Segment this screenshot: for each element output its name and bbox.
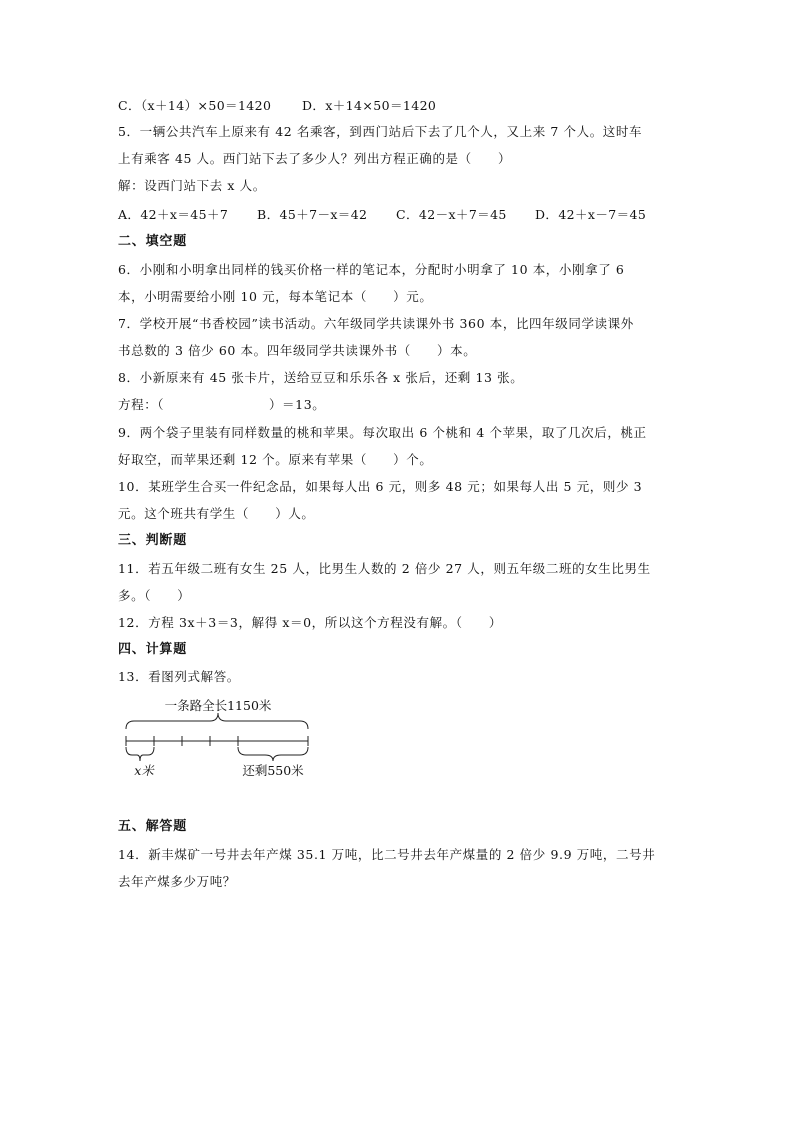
total-length-label: 一条路全长1150米: [164, 698, 272, 713]
q8-text-line1: 8．小新原来有 45 张卡片，送给豆豆和乐乐各 x 张后，还剩 13 张。: [118, 370, 524, 385]
q10-text-line1: 10．某班学生合买一件纪念品，如果每人出 6 元，则多 48 元；如果每人出 5 元，则少 3: [118, 479, 643, 494]
q5-option-a: A．42＋x＝45＋7: [118, 207, 229, 222]
q6-text-line1: 6．小刚和小明拿出同样的钱买价格一样的笔记本，分配时小明拿了 10 本，小刚拿了 6: [118, 262, 625, 277]
section-heading-fill-in: 二、填空题: [118, 234, 188, 249]
section-heading-calculation: 四、计算题: [118, 642, 188, 657]
q5-text-line2: 上有乘客 45 人。西门站下去了多少人？列出方程正确的是（ ）: [118, 151, 512, 166]
q9-text-line2: 好取空，而苹果还剩 12 个。原来有苹果（ ）个。: [118, 452, 433, 467]
q5-option-d: D．42＋x－7＝45: [535, 207, 647, 222]
q7-text-line1: 7．学校开展“书香校园”读书活动。六年级同学共读课外书 360 本，比四年级同学读课外: [118, 316, 634, 331]
q4-option-c: C．（x＋14）×50＝1420: [118, 98, 272, 113]
q12-text: 12．方程 3x＋3＝3，解得 x＝0，所以这个方程没有解。（ ）: [118, 615, 502, 630]
q11-text-line1: 11．若五年级二班有女生 25 人，比男生人数的 2 倍少 27 人，则五年级二班的女生比男生: [118, 561, 651, 576]
total-length-brace: [126, 713, 308, 729]
section-heading-word-problems: 五、解答题: [118, 819, 188, 834]
section-heading-true-false: 三、判断题: [118, 533, 188, 548]
x-segment-label: x米: [134, 763, 154, 778]
q13-text: 13．看图列式解答。: [118, 669, 240, 684]
q13-segment-diagram: [118, 695, 318, 785]
q11-text-line2: 多。（ ）: [118, 588, 191, 603]
remaining-segment-brace: [238, 747, 308, 761]
remaining-segment-label: 还剩550米: [242, 763, 304, 778]
q10-text-line2: 元。这个班共有学生（ ）人。: [118, 506, 315, 521]
q9-text-line1: 9．两个袋子里装有同样数量的桃和苹果。每次取出 6 个桃和 4 个苹果，取了几次后，桃正: [118, 425, 647, 440]
q8-equation: 方程：（ ）＝13。: [118, 397, 326, 412]
q14-text-line2: 去年产煤多少万吨？: [118, 874, 236, 889]
q5-option-b: B．45＋7－x＝42: [257, 207, 368, 222]
q4-option-d: D．x＋14×50＝1420: [302, 98, 437, 113]
x-segment-brace: [126, 747, 154, 761]
q5-solution: 解：设西门站下去 x 人。: [118, 178, 266, 193]
q5-text-line1: 5．一辆公共汽车上原来有 42 名乘客，到西门站后下去了几个人，又上来 7 个人。这时车: [118, 124, 643, 139]
q5-option-c: C．42－x＋7＝45: [396, 207, 507, 222]
q14-text-line1: 14．新丰煤矿一号井去年产煤 35.1 万吨，比二号井去年产煤量的 2 倍少 9.9 万吨，二号井: [118, 847, 656, 862]
q6-text-line2: 本，小明需要给小刚 10 元，每本笔记本（ ）元。: [118, 289, 433, 304]
q7-text-line2: 书总数的 3 倍少 60 本。四年级同学共读课外书（ ）本。: [118, 343, 477, 358]
